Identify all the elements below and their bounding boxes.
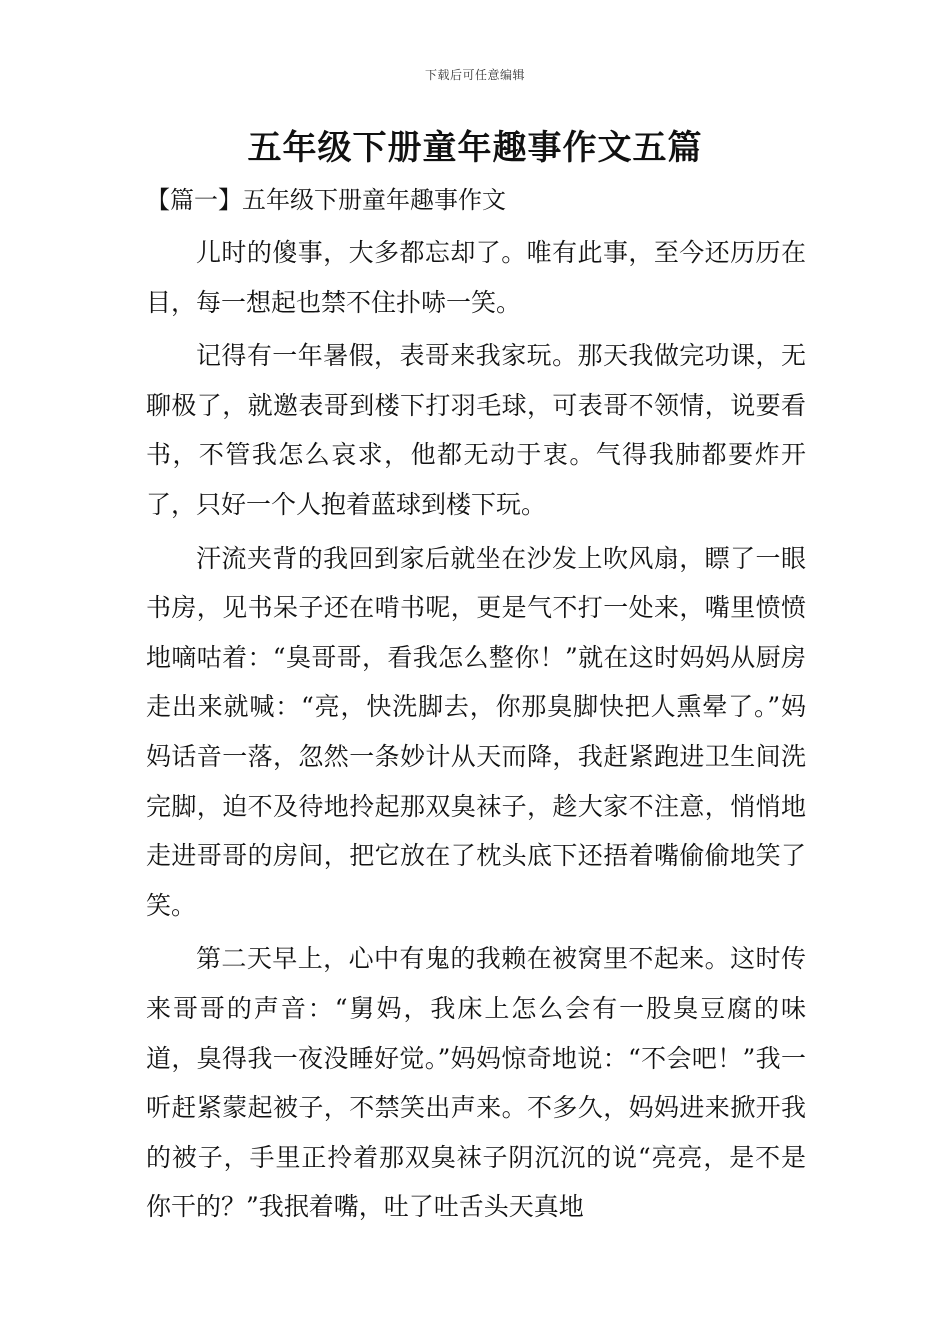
section-heading: 【篇一】五年级下册童年趣事作文: [146, 186, 506, 214]
document-title: 五年级下册童年趣事作文五篇: [247, 128, 703, 168]
paragraph-4: 第二天早上，心中有鬼的我赖在被窝里不起来。这时传来哥哥的声音：“舅妈，我床上怎么会有一股臭豆腐的味道，臭得我一夜没睡好觉。”妈妈惊奇地说：“不会吧！”我一听赶紧蒙起被子，不禁笑出声来。不多久，妈妈进来掀开我的被子，手里正拎着那双臭袜子阴沉沉的说“亮亮，是不是你干的？”我抿着嘴，吐了吐舌头天真地: [146, 944, 806, 1222]
paragraph-3: 汗流夹背的我回到家后就坐在沙发上吹风扇，瞟了一眼书房，见书呆子还在啃书呢，更是气不打一处来，嘴里愤愤地嘀咕着：“臭哥哥，看我怎么整你！”就在这时妈妈从厨房走出来就喊：“亮，快洗脚去，你那臭脚快把人熏晕了。”妈妈话音一落，忽然一条妙计从天而降，我赶紧跑进卫生间洗完脚，迫不及待地拎起那双臭袜子，趁大家不注意，悄悄地走进哥哥的房间，把它放在了枕头底下还捂着嘴偷偷地笑了笑。: [146, 543, 806, 920]
article-body: [146, 228, 806, 1232]
page-header-note: 下载后可任意编辑: [424, 68, 525, 82]
paragraph-1: 儿时的傻事，大多都忘却了。唯有此事，至今还历历在目，每一想起也禁不住扑哧一笑。: [146, 238, 806, 317]
paragraph-2: 记得有一年暑假，表哥来我家玩。那天我做完功课，无聊极了，就邀表哥到楼下打羽毛球，可表哥不领情，说要看书，不管我怎么哀求，他都无动于衷。气得我肺都要炸开了，只好一个人抱着蓝球到楼下玩。: [146, 341, 806, 519]
